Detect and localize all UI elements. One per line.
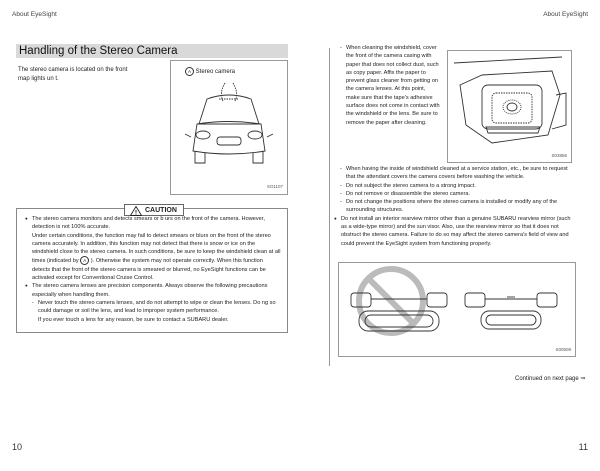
- running-header-right: About EyeSight: [543, 11, 588, 18]
- camera-casing-illustration: [452, 55, 568, 153]
- callout-label: Stereo camera: [195, 69, 236, 76]
- running-header-left: About EyeSight: [12, 11, 57, 18]
- mirrors-illustration: [341, 265, 573, 351]
- column-divider: [329, 48, 330, 366]
- right-dash-2: - When having the inside of windshield cleaned at a service station, etc., be sure to request that the attendant covers the camera covers before washing the vehicle.: [340, 165, 576, 182]
- right-bullet-3: ● Do not install an interior rearview mirror other than a genuine SUBARU rearview mirror (such as a wide-type mirror) and the sun visor. Also, use the rearview mirror so that it does not obstruct the stereo camera. Failure to do so may affect the stereo camera's field of view and could prevent the EyeSight system from functioning properly.: [334, 215, 576, 248]
- car-front-illustration: [179, 79, 279, 179]
- figure-code: S03856: [551, 153, 567, 158]
- page-number-right: 11: [578, 442, 588, 452]
- intro-text: The stereo camera is located on the front map lights un t.: [18, 67, 128, 82]
- figure-callout: [185, 67, 235, 76]
- caution-bullet-2: ● The stereo camera lenses are precision components. Always observe the following precautions especially when handling them.: [25, 282, 281, 299]
- right-dash-windshield: [340, 44, 440, 127]
- page-number-left: 10: [12, 442, 23, 452]
- caution-b1-c: ). Otherwise the system may not operate correctly. When this function detects that the front of the stereo camera is smeared or blurred, no EyeSight functions can be activated except for Conventional Cruise Control.: [32, 258, 266, 282]
- caution-body: [25, 215, 281, 324]
- caution-b1-b: Under certain conditions, the function may fail to detect smears or blurs on the front of the stereo camera accurately. In addition, this function may not detect that there is snow or ice on the windshield close to the stereo camera. In such conditions, be sure to keep the windshield clean at all times (indicated by: [32, 232, 281, 265]
- section-title: Handling of the Stereo Camera: [16, 44, 288, 58]
- figure-camera: [447, 50, 572, 163]
- caution-b1-a: The stereo camera monitors and detects smears or b urs on the front of the camera. However, detection is not 100% accurate.: [32, 216, 265, 231]
- caution-bullet-1: [25, 215, 281, 282]
- continued-next-page: Continued on next page ⇒: [515, 376, 586, 382]
- caution-box: [16, 208, 288, 333]
- right-dash-5: - Do not change the positions where the stereo camera is installed or modify any of the surrounding structures.: [340, 198, 576, 215]
- right-dash-3: - Do not subject the stereo camera to a strong impact.: [340, 182, 576, 190]
- figure-code: S00509: [555, 347, 571, 352]
- caution-label: CAUTION: [145, 207, 177, 214]
- right-body-lower: [340, 165, 576, 248]
- svg-text:!: !: [135, 210, 137, 216]
- dash-windshield-text: - When cleaning the windshield, cover the front of the camera casing with paper that does not collect dust, such as copy paper. Affix the paper to prevent glass cleaner from getting on the camera lenses. At this point, make sure that the tape's adhesive surface does not come in contact with the windshield or the lens. Be sure to remove the paper after cleaning.: [340, 44, 440, 127]
- caution-dash-1-b: If you ever touch a lens for any reason, be sure to contact a SUBARU dealer.: [38, 316, 229, 323]
- caution-dash-1-text: Never touch the stereo camera lenses, and do not attempt to wipe or clean the lenses. Do ng so could damage or soil the lens, and lead to improper system performance.: [38, 299, 276, 315]
- right-dash-4: - Do not remove or disassemble the stereo camera.: [340, 190, 576, 198]
- symbol-a-icon: A: [80, 256, 89, 265]
- callout-letter: A: [185, 67, 194, 76]
- figure-code: SO1107: [266, 184, 283, 189]
- figure-car: [170, 60, 288, 195]
- caution-dash-1: [32, 299, 281, 324]
- figure-mirrors: [338, 262, 576, 357]
